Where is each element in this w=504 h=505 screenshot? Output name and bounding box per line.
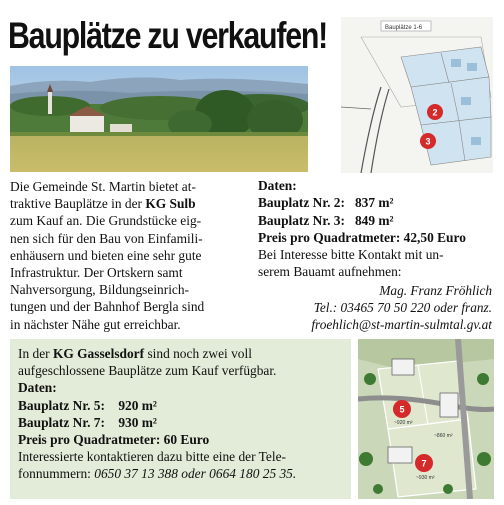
daten-heading: Daten: xyxy=(258,178,297,193)
intro-line: zum Kauf an. Die Grundstücke eig- xyxy=(10,213,202,229)
gasselsdorf-box xyxy=(10,339,351,499)
box-contact-line: fonnummern: 0650 37 13 388 oder 0664 180 25 35. xyxy=(18,466,297,482)
interest-line: Bei Interesse bitte Kontakt mit un- xyxy=(258,247,444,263)
price-row: Preis pro Quadratmeter: 42,50 Euro xyxy=(258,229,466,245)
svg-text:3: 3 xyxy=(425,136,431,147)
kg-sulb: KG Sulb xyxy=(145,196,196,212)
svg-text:7: 7 xyxy=(421,458,427,469)
landscape-photo xyxy=(10,66,308,172)
plot-5-row: Bauplatz Nr. 5: 920 m² xyxy=(18,397,157,413)
intro-line: Die Gemeinde St. Martin bietet at- xyxy=(10,179,196,194)
intro-line: Infrastruktur. Der Ortskern samt xyxy=(10,265,183,281)
plot-2-row: Bauplatz Nr. 2: 837 m² xyxy=(258,195,394,211)
intro-line: nen sich für den Bau von Einfamili- xyxy=(10,230,203,246)
contact-phone[interactable]: Tel.: 03465 70 50 220 oder franz. xyxy=(313,300,492,316)
box-contact-line: Interessierte kontaktieren dazu bitte eine der Tele- xyxy=(18,449,286,465)
box-daten-heading: Daten: xyxy=(18,380,57,396)
svg-text:~930 m²: ~930 m² xyxy=(416,475,435,481)
intro-text xyxy=(10,178,246,333)
contact-name: Mag. Franz Fröhlich xyxy=(379,283,492,298)
svg-text:2: 2 xyxy=(432,107,438,118)
page-title: Bauplätze zu verkaufen! xyxy=(8,15,328,56)
intro-line: in nächster Nähe gut erreichbar. xyxy=(10,316,181,332)
svg-text:~860 m²: ~860 m² xyxy=(434,433,453,439)
intro-line: enhäusern und bieten eine sehr gute xyxy=(10,247,202,263)
intro-line: tungen und der Bahnhof Bergla sind xyxy=(10,299,205,315)
svg-text:5: 5 xyxy=(399,404,405,415)
kg-gasselsdorf: KG Gasselsdorf xyxy=(52,346,145,361)
contact-email[interactable]: froehlich@st-martin-sulmtal.gv.at xyxy=(311,317,492,333)
plot-7-row: Bauplatz Nr. 7: 930 m² xyxy=(18,414,157,430)
interest-line: serem Bauamt aufnehmen: xyxy=(258,264,402,280)
daten-sulb xyxy=(258,177,494,281)
box-intro-line: aufgeschlossene Bauplätze zum Kauf verfügbar. xyxy=(18,363,277,379)
contact-info xyxy=(311,282,492,334)
box-intro-line: In der KG Gasselsdorf sind noch zwei voll xyxy=(18,346,252,361)
site-plan-sulb xyxy=(341,17,493,173)
svg-text:~920 m²: ~920 m² xyxy=(394,420,413,426)
box-price-row: Preis pro Quadratmeter: 60 Euro xyxy=(18,432,210,448)
plot-3-row: Bauplatz Nr. 3: 849 m² xyxy=(258,212,394,228)
svg-text:Bauplätze 1-6: Bauplätze 1-6 xyxy=(385,25,423,31)
box-phone-numbers[interactable]: 0650 37 13 388 oder 0664 180 25 35. xyxy=(94,466,297,482)
site-plan-gasselsdorf xyxy=(358,339,494,499)
intro-line: Nahversorgung, Bildungseinrich- xyxy=(10,282,190,298)
intro-line: traktive Bauplätze in der KG Sulb xyxy=(10,196,196,212)
